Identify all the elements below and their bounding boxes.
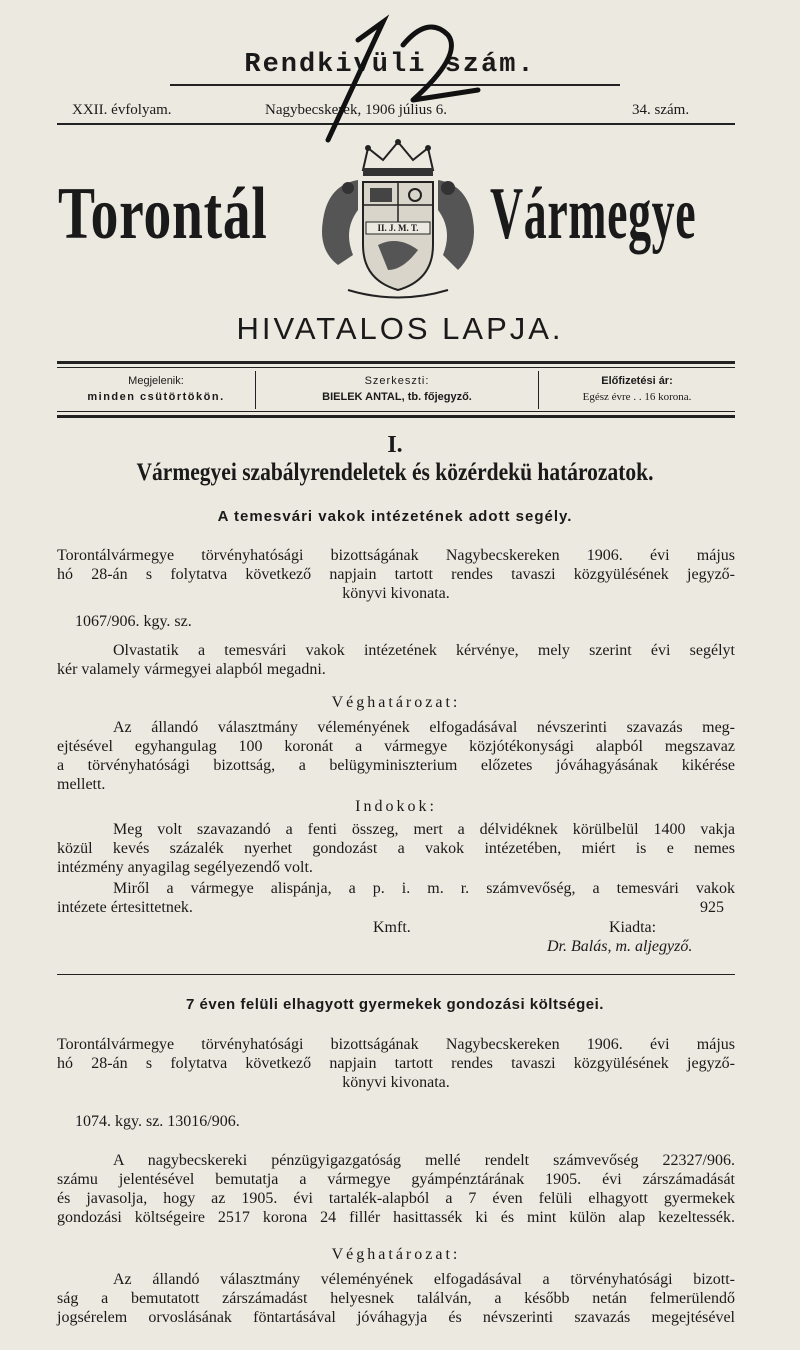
article-1-decision-line-4: mellett.	[57, 776, 106, 793]
article-2-decision-line-3: jogsérelem orvoslásának föntartásával jóváhagyja és névszerinti szavazás megejtésével	[57, 1309, 735, 1326]
article-separator-rule	[57, 974, 735, 975]
article-1-intro-line-3: könyvi kivonata.	[342, 585, 450, 602]
article-2-para-line-1: A nagybecskereki pénzügyigazgatóság mellé rendelt számvevőség 22327/906.	[113, 1152, 735, 1169]
article-2-decision-line-1: Az állandó választmány véleményének elfogadásával a törvényhatósági bizott-	[113, 1271, 735, 1288]
place-date: Nagybecskerek, 1906 július 6.	[265, 102, 448, 118]
article-2-para-line-3: és javasolja, hogy az 1905. évi tartalék-alapból a 7 éven felüli elhagyott gyermekek	[57, 1190, 735, 1207]
special-issue-label: Rendkivüli szám.	[244, 50, 536, 80]
article-2-intro-line-1: Torontálvármegye törvényhatósági bizottságának Nagybecskereken 1906. évi május	[57, 1036, 735, 1053]
article-2-para-line-4: gondozási költségeire 2517 korona 24 fillér hasittassék ki és mint külön alap kezeltessék.	[57, 1209, 735, 1226]
info-col-1-line-2: minden csütörtökön.	[87, 391, 225, 403]
article-1-reference: 1067/906. kgy. sz.	[75, 613, 192, 630]
article-2-title: 7 éven felüli elhagyott gyermekek gondozási költségei.	[186, 996, 604, 1013]
article-2-para-line-2: számu jelentésével bemutatja a vármegye gyámpénztárának 1905. évi zárszámadását	[57, 1171, 735, 1188]
section-heading: Vármegyei szabályrendeletek és közérdekü határozatok.	[136, 459, 654, 486]
article-1-intro-line-2: hó 28-án s folytatva következő napjain tartott rendes tavaszi közgyülésének jegyző-	[57, 566, 735, 583]
article-1-reasons-line-2: közül kevés százalék nyerhet gondozást a vakok intézetében, miért is e nemes	[57, 840, 735, 857]
info-bar-bottom-rule	[57, 415, 735, 418]
article-1-reasons-line-3: intézmény anyagilag segélyezendő volt.	[57, 859, 313, 876]
article-1-decision-line-2: ejtésével egyhangulag 100 koronát a vármegye közjótékonysági alapból megszavaz	[57, 738, 735, 755]
article-1-reasons-line-1: Meg volt szavazandó a fenti összeg, mert a délvidéknek körülbelül 1400 vakja	[113, 821, 735, 838]
info-col-3-line-2: Egész évre . . 16 korona.	[582, 391, 692, 403]
article-1-intro-line-1: Torontálvármegye törvényhatósági bizottságának Nagybecskereken 1906. évi május	[57, 547, 735, 564]
info-bar-top-rule-thin	[57, 367, 735, 368]
info-bar-top-rule	[57, 361, 735, 364]
info-col-1-line-1: Megjelenik:	[128, 375, 184, 387]
article-1-title: A temesvári vakok intézetének adott segély.	[217, 508, 573, 525]
section-numeral: I.	[387, 432, 403, 458]
article-2-decision-line-2: ság a bemutatott zárszámadást helyesnek találván, a később netán felmerülendő	[57, 1290, 735, 1307]
title-left: Torontál	[58, 173, 268, 255]
coat-of-arms-emblem	[308, 130, 488, 305]
article-1-kiadta: Kiadta:	[609, 919, 657, 936]
info-col-3-line-1: Előfizetési ár:	[601, 375, 673, 387]
crest-initials: II. J. M. T.	[377, 223, 419, 233]
article-1-notify-line-2: intézete értesittetnek.	[57, 899, 193, 916]
article-1-decision-heading: Véghatározat:	[331, 694, 461, 711]
article-1-decision-line-3: a törvényhatósági bizottság, a belügyminiszterium előzetes jóváhagyásának kikérése	[57, 757, 735, 774]
info-col-2-line-2: BIELEK ANTAL, tb. főjegyző.	[322, 391, 472, 403]
article-1-reasons-heading: Indokok:	[355, 798, 437, 815]
article-1-number-925: 925	[700, 899, 724, 916]
article-1-signature: Dr. Balás, m. aljegyző.	[547, 938, 693, 955]
info-col-2-line-1: Szerkeszti:	[364, 375, 430, 387]
volume-label: XXII. évfolyam.	[72, 102, 172, 118]
title-right: Vármegye	[490, 173, 697, 255]
article-1-read-line-2: kér valamely vármegyei alapból megadni.	[57, 661, 326, 678]
article-1-notify-line-1: Miről a vármegye alispánja, a p. i. m. r. számvevőség, a temesvári vakok	[113, 880, 735, 897]
article-2-intro-line-2: hó 28-án s folytatva következő napjain tartott rendes tavaszi közgyülésének jegyző-	[57, 1055, 735, 1072]
handwritten-number-mark	[318, 10, 518, 150]
article-2-decision-heading: Véghatározat:	[331, 1246, 461, 1263]
article-1-read-line-1: Olvastatik a temesvári vakok intézetének kérvénye, mely szerint évi segélyt	[113, 642, 735, 659]
article-1-decision-line-1: Az állandó választmány véleményének elfogadásával névszerinti szavazás meg-	[113, 719, 735, 736]
article-2-reference: 1074. kgy. sz. 13016/906.	[75, 1113, 240, 1130]
subtitle: HIVATALOS LAPJA.	[236, 311, 564, 346]
issue-number: 34. szám.	[632, 102, 690, 118]
article-1-kmft: Kmft.	[373, 919, 411, 936]
article-2-intro-line-3: könyvi kivonata.	[342, 1074, 450, 1091]
info-bar-bottom-rule-thin	[57, 411, 735, 412]
